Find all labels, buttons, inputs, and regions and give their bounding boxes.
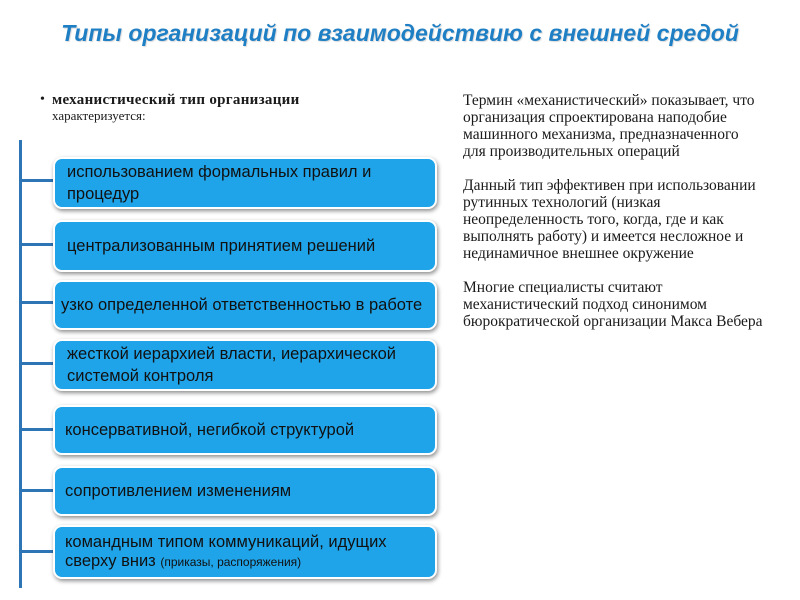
feature-box-narrow-responsibility: [53, 280, 437, 330]
feature-box-text: сопротивлением изменениям: [65, 482, 292, 500]
connector-line-2: [21, 243, 55, 246]
feature-box-text: узко определенной ответственностью в работе: [61, 296, 423, 314]
feature-box-conservative-structure: [53, 405, 437, 455]
feature-box-command-communication: [53, 525, 437, 579]
feature-box-text: консервативной, негибкой структурой: [65, 421, 355, 439]
connector-line-6: [21, 489, 55, 492]
feature-box-rigid-hierarchy: [53, 339, 437, 391]
feature-box-note: (приказы, распоряжения): [160, 554, 302, 569]
connector-line-5: [21, 428, 55, 431]
feature-box-text: [65, 533, 427, 572]
connector-line-1: [21, 179, 55, 182]
connector-line-7: [21, 550, 55, 553]
feature-box-centralized-decisions: [53, 220, 437, 272]
connector-line-3: [21, 301, 55, 304]
feature-box-text: централизованным принятием решений: [67, 237, 376, 255]
feature-box-text: использованием формальных правил и процедур: [67, 163, 372, 203]
feature-box-text: жесткой иерархией власти, иерархической системой контроля: [67, 345, 396, 385]
feature-box-main-text: командным типом коммуникаций, идущих сверху вниз: [65, 532, 387, 570]
description-paragraph-1: Термин «механистический» показывает, что организация спроектирована наподобие машинного механизма, предназначенного для производительных операций: [463, 92, 755, 160]
description-paragraph-3: Многие специалисты считают механистический подход синонимом бюрократической организации Макса Вебера: [463, 279, 763, 330]
intro-line-2: характеризуется:: [52, 108, 146, 123]
connector-line-4: [21, 362, 55, 365]
description-paragraph-2: Данный тип эффективен при использовании рутинных технологий (низкая неопределенность того, когда, где и как выполнять работу) и имеется несложное и нединамичное внешнее окружение: [463, 177, 756, 262]
intro-bullet: [40, 92, 432, 124]
description-text: [463, 92, 763, 347]
feature-box-formal-rules: [53, 157, 437, 209]
bullet-icon: •: [40, 92, 45, 107]
intro-line-1: механистический тип организации: [52, 92, 300, 108]
feature-box-resistance-to-change: [53, 466, 437, 516]
slide-title: Типы организаций по взаимодействию с внешней средой: [61, 20, 739, 46]
